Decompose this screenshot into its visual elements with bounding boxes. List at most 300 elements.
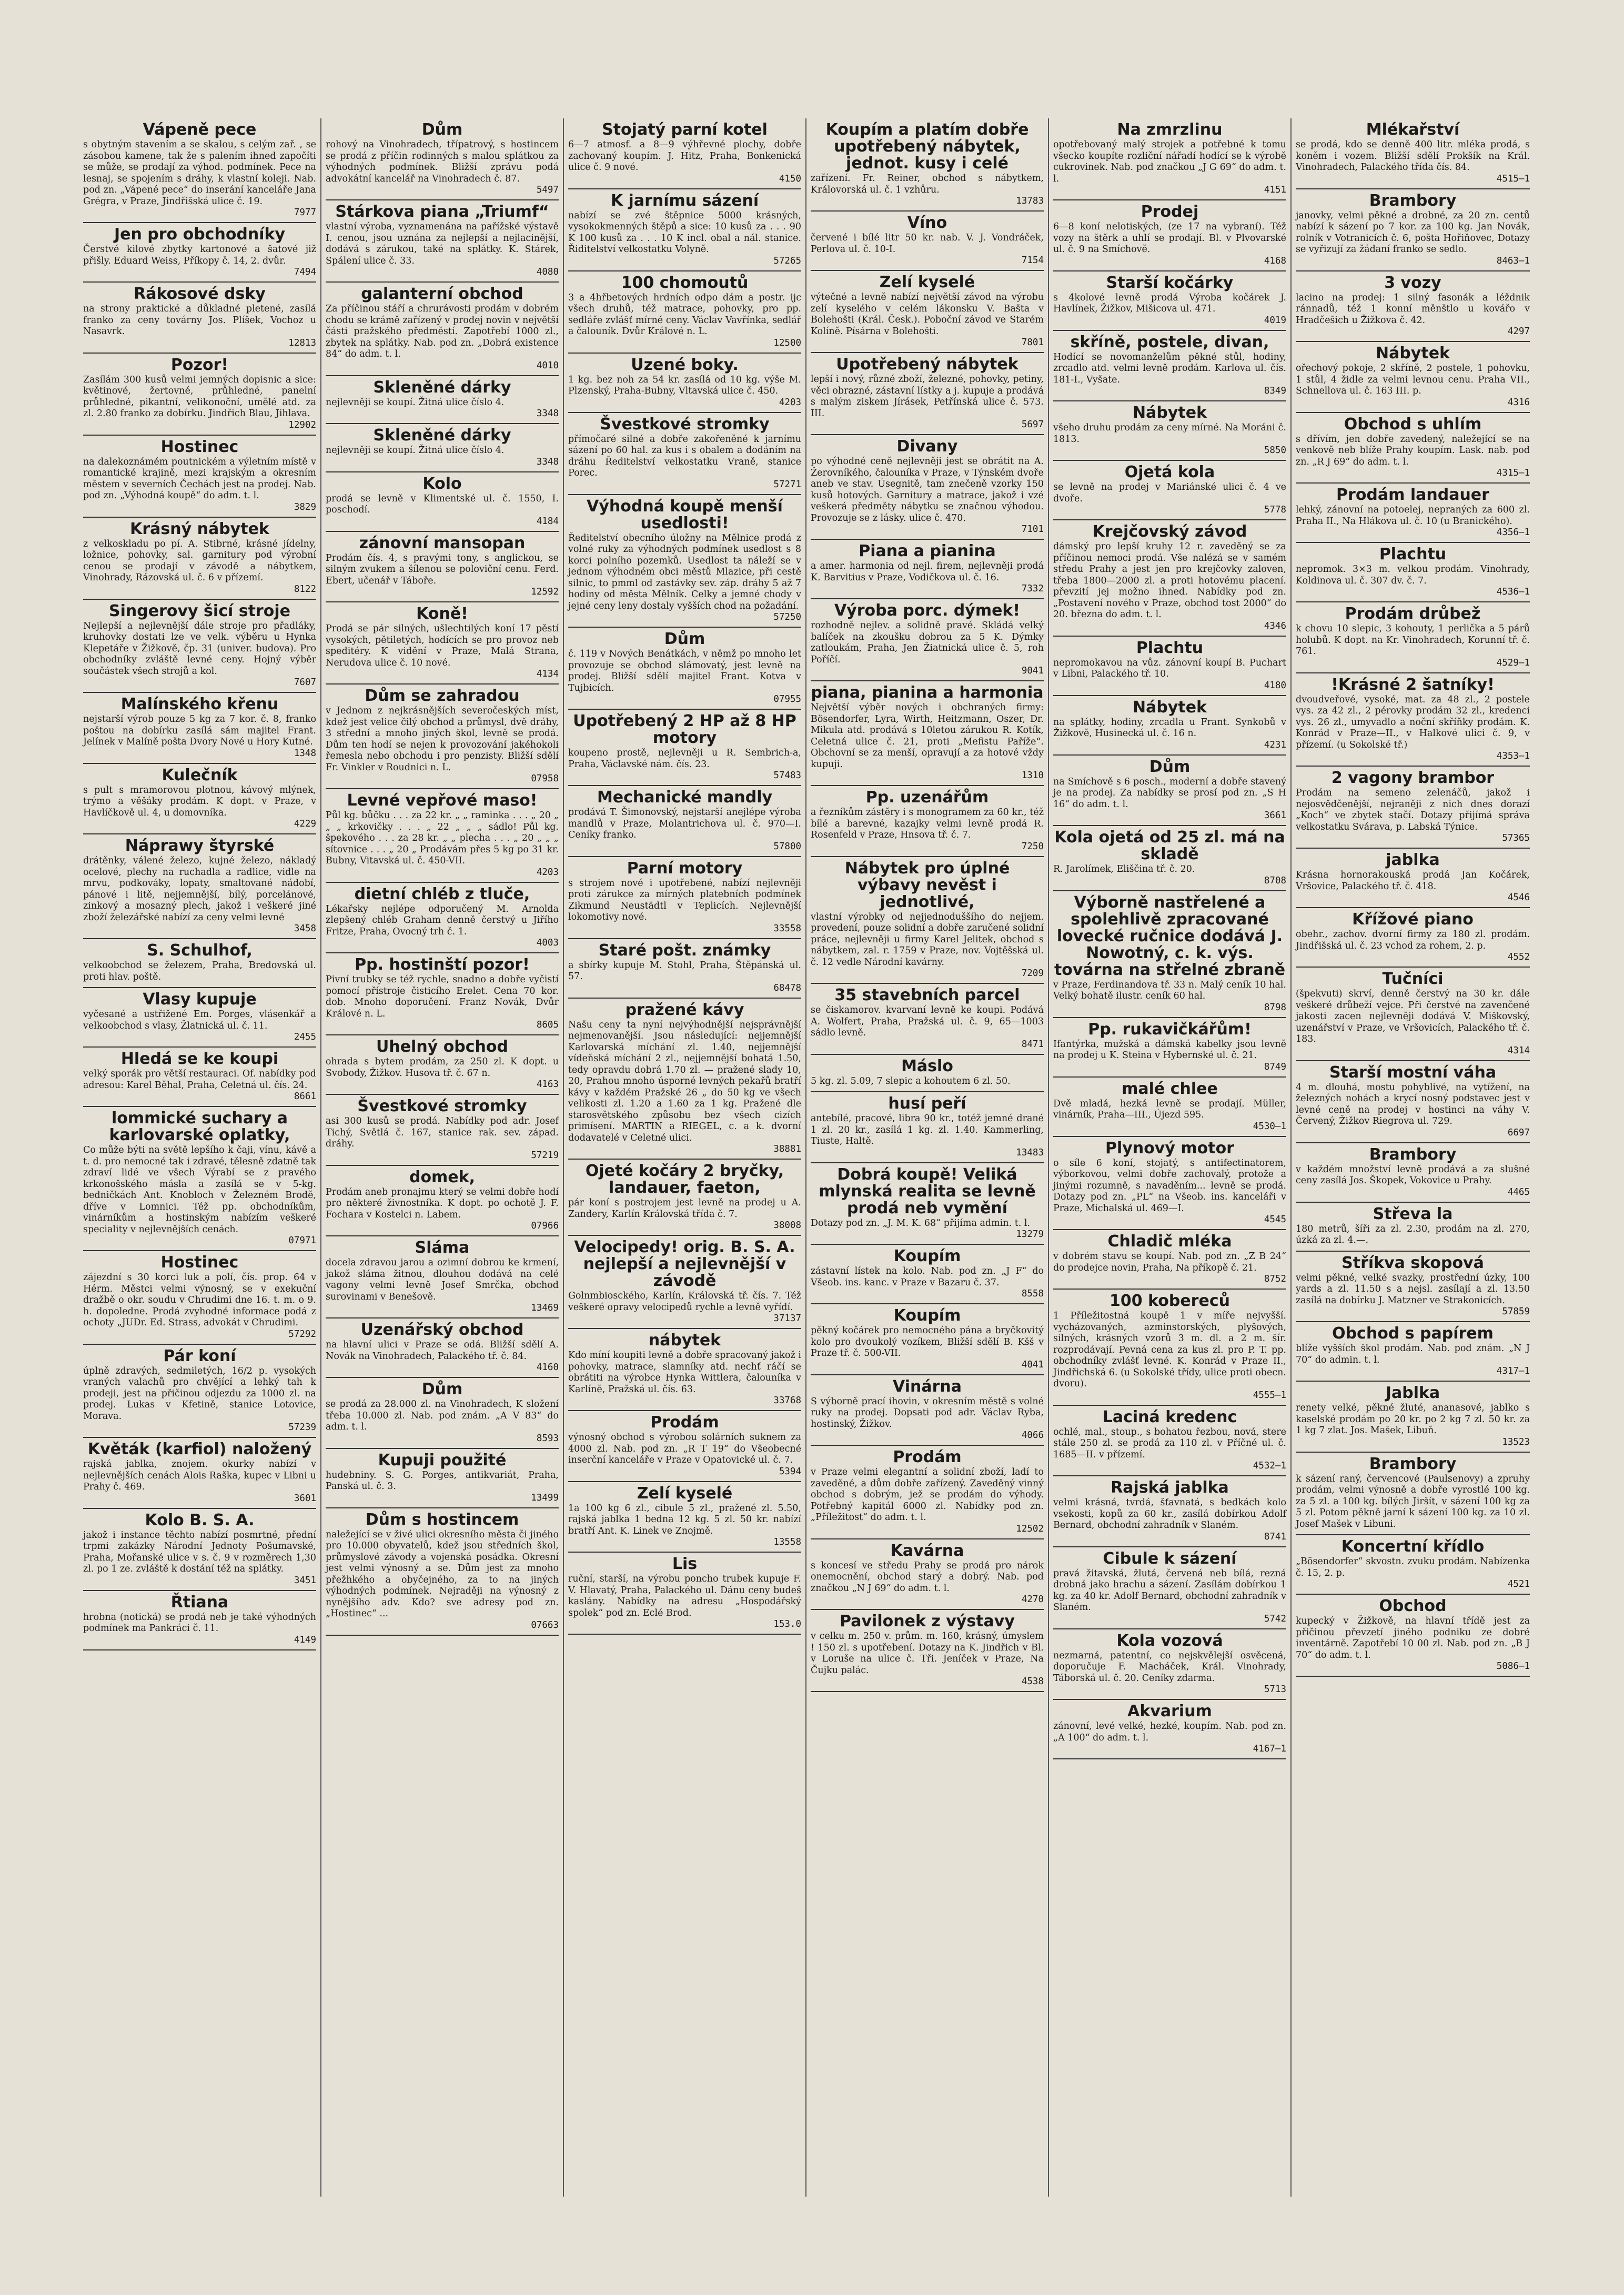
ad-body: vlastní výroba, vyznamenána na pařížské výstavě I. cenou, jsou uznána za nejlepší a nejlacinější, dodává s zárukou, také na splátky. K. Stárek, Spálení ulice č. 33. [326, 222, 559, 266]
ad-heading: Jablka [1385, 1384, 1440, 1402]
classified-ad [1053, 1700, 1286, 1759]
ad-heading: Upotřebený nábytek [836, 355, 1018, 374]
ad-reference-number: 7250 [1021, 841, 1044, 852]
classified-ad [811, 786, 1044, 857]
ad-heading: Brambory [1369, 1454, 1457, 1473]
classified-ad [326, 789, 559, 883]
classified-ad [811, 118, 1044, 212]
ad-heading: Obchod s uhlím [1344, 415, 1482, 434]
ad-body: výtečné a levně nabízí největší závod na výrobu zelí kyselého v celém lákonsku V. Bašta v Bolehošti (Král. Česk.). Poboční závod ve Starém Kolíně. Písárna v Bolehošti. [811, 292, 1044, 337]
ad-reference-number: 2455 [294, 1032, 316, 1042]
ad-body: hrobna (notická) se prodá neb je také výhodných podmínek ma Pankráci č. 11. [83, 1612, 316, 1634]
ad-body: v celku m. 250 v. prům. m. 160, krásný, úmyslem ! 150 zl. s upotřebení. Dotazy na K. Jindřich v Bl. v Loruše na ulice č. Tři. Jeníček v Praze, Na Čujku palác. [811, 1631, 1044, 1676]
ad-heading: Máslo [901, 1056, 953, 1075]
ad-reference-number: 4010 [536, 360, 559, 371]
ad-heading: Pp. uzenářům [865, 788, 989, 807]
ad-reference-number: 57239 [288, 1422, 316, 1433]
classified-ad [1296, 1061, 1530, 1143]
ad-body: č. 119 v Nových Benátkách, v němž po mnoho let provozuje se obchod slámovatý, jest levně na prodej. Bližší sdělí majitel Frant. Kotva v Tujbicích. [568, 649, 801, 693]
ad-heading: Rajská jablka [1111, 1478, 1229, 1497]
ad-reference-number: 13279 [1016, 1229, 1044, 1240]
classified-ad [1296, 543, 1530, 602]
classified-ad [83, 1107, 316, 1251]
classified-ad [1053, 1629, 1286, 1700]
ad-body: drátěnky, válené železo, kujné železo, nákladý ocelové, plechy na ruchadla a radlice, vidle na mrvu, podkováky, lopaty, smaltované nádobí, pánové i litě, nejjemnější, bílý, porcelánové, zinkový a mosazný plech, jakož i veškeré jiné zboží železářské nabízí za ceny velmi levné [83, 855, 316, 923]
classified-ad [1053, 331, 1286, 402]
classified-ad [1296, 1382, 1530, 1453]
ad-reference-number: 8349 [1264, 386, 1286, 396]
ad-body: koupeno prostě, nejlevněji u R. Sembrich-a, Praha, Václavské nám. čís. 23. [568, 748, 801, 770]
ad-body: Půl kg. bůčku . . . za 22 kr. „ „ raminka . . . „ 20 „ „ „ krkovičky . . . „ 22 „ „ „ sádlo! Půl kg. špekového . . . za 28 kr. „ „ plecha . . . „ 20 „ „ „ sítovnice . . . „ 20 „ Prodávám přes 5 kg po 31 kr. Bubny, Vitavská ul. č. 450-VII. [326, 810, 559, 866]
ad-reference-number: 57292 [288, 1328, 316, 1340]
ad-reference-number: 8741 [1264, 1531, 1286, 1542]
ad-body: 6—7 atmosf. a 8—9 výhřevné plochy, dobře zachovaný koupím. J. Hitz, Praha, Bonkenická ulice č. 9 nové. [568, 139, 801, 173]
ad-reference-number: 57250 [773, 612, 801, 622]
classified-ad [326, 1035, 559, 1095]
ad-reference-number: 38008 [773, 1220, 801, 1231]
ad-reference-number: 12500 [773, 337, 801, 348]
ad-heading: malé chlee [1122, 1079, 1218, 1098]
ad-heading: Dobrá koupě! Veliká mlynská realita se levně prodá neb vymění [819, 1165, 1036, 1217]
classified-ad [1296, 1322, 1530, 1382]
ad-heading: 2 vagony brambor [1331, 769, 1495, 787]
classified-ad [568, 939, 801, 999]
ad-heading: Vinárna [893, 1377, 962, 1396]
ad-reference-number: 8558 [1021, 1289, 1044, 1299]
ad-heading: Dům [664, 630, 705, 648]
ad-heading: Ojeté kočáry 2 bryčky, landauer, faeton, [585, 1162, 784, 1197]
ad-body: docela zdravou jarou a ozimní dobrou ke krmení, jakož sláma žitnou, dlouhou dodává na celé vagony velmi levně Josef Smrčka, obchod surovinami v Benešově. [326, 1257, 559, 1302]
ad-heading: Levné vepřové maso! [347, 791, 538, 810]
ad-reference-number: 3661 [1264, 810, 1286, 821]
ad-reference-number: 4545 [1264, 1214, 1286, 1225]
ad-body: v Praze velmi elegantní a solidní zboží, ladí to zaveděné, a dům dobře zařízený. Zaveděný vinný obchod s dobrým, jež se prodám do výhody. Potřebný kapitál 6000 zl. Nabídky pod zn. „Příležitost“ do adm. t. l. [811, 1467, 1044, 1523]
ad-reference-number: 07663 [531, 1619, 559, 1630]
ad-heading: Brambory [1369, 191, 1457, 210]
ad-body: nabízí se zvé štěpnice 5000 krásných, vysokokmenných štěpů a sice: 10 kusů za . . . 90 K 100 kusů za . . . 10 K incl. obal a nál. stanice. Řiditelství velkostatku Volyně. [568, 210, 801, 255]
classified-ad [811, 857, 1044, 984]
ad-reference-number: 7101 [1021, 524, 1044, 535]
classified-ad [1053, 637, 1286, 696]
ad-body: Prodám na semeno zelenáčů, jakož i nejosvědčenější, nejraněji z nich dnes dorazí „Koch“ ve zbytek stačí. Dotazy přijímá správa velkostatku Svárava, p. Labská Týnice. [1296, 788, 1530, 832]
ad-reference-number: 8463—1 [1496, 255, 1530, 266]
classified-ad [1053, 826, 1286, 891]
ad-heading: husí peří [888, 1094, 966, 1113]
ad-body: dvoudveřové, vysoké, mat. za 48 zl., 2 postele vys. za 42 zl., 2 pérovky prodám 32 zl., kredenci vys. 26 zl., umyvadlo a noční skříňky prodám. K. Konrád v Praze—II., v Halkové ulici č. 9, v přízemí. (u Sokolské tř.) [1296, 694, 1530, 750]
ad-body: asi 300 kusů se prodá. Nabídky pod adr. Josef Tichý, Světlá č. 167, stanice rak. sev. západ. dráhy. [326, 1116, 559, 1149]
classified-ad [568, 1236, 801, 1329]
ad-heading: Prodám drůbež [1345, 605, 1481, 623]
classified-ad [811, 1446, 1044, 1539]
classified-ad [1296, 271, 1530, 343]
ad-heading: Skleněné dárky [373, 378, 511, 397]
ad-body: s dřívím, jen dobře zavedený, naležející se na venkově neb blíže Prahy koupím. Lask. nab. pod zn. „R J 69“ do adm. t. l. [1296, 434, 1530, 467]
classified-ad [811, 271, 1044, 353]
ad-heading: Řtiana [170, 1593, 229, 1612]
classified-ad [568, 495, 801, 628]
ad-reference-number: 57271 [773, 479, 801, 490]
classified-ad [326, 1449, 559, 1508]
ad-heading: Pár koní [163, 1346, 236, 1365]
ad-body: rohový na Vinohradech, třípatrový, s hostincem se prodá z příčin rodinných s malou splátkou za výhodných podmínek. Bližší zprávu podá advokátní kancelář na Vinohradech č. 87. [326, 139, 559, 184]
ad-reference-number: 8708 [1264, 875, 1286, 886]
classified-ad [568, 1160, 801, 1236]
ad-reference-number: 4150 [779, 173, 801, 184]
classified-ad [83, 939, 316, 988]
ad-heading: nábytek [648, 1331, 721, 1350]
ad-heading: Koupím [893, 1306, 961, 1325]
ad-body: 6—8 koní nelotiských, (ze 17 na vybraní). Též vozy na štěrk a uhlí se prodají. Bl. v Plvovarské ul. č. 9 na Smíchově. [1053, 222, 1286, 255]
ad-reference-number: 4180 [1264, 680, 1286, 691]
ad-heading: !Krásné 2 šatníky! [1331, 675, 1495, 694]
ad-heading: Zelí kyselé [879, 273, 975, 291]
ad-heading: Kolo B. S. A. [145, 1511, 255, 1529]
ad-heading: Parní motory [627, 859, 743, 878]
ad-reference-number: 4353—1 [1496, 751, 1530, 761]
classified-ad [83, 223, 316, 283]
classified-ad [1053, 118, 1286, 200]
classified-ad [1296, 968, 1530, 1061]
classified-ad [1053, 271, 1286, 331]
ad-body: Lékařsky nejlépe odporučený M. Arnolda zlepšený chléb Graham denně čerstvý u Jiřího Fritze, Praha, Ovocný trh č. 1. [326, 903, 559, 937]
ad-body: S výborně prací ihovin, v okresním městě s volné ruky na prodej. Dopsati pod adr. Václav Ryba, hostinský, Žižkov. [811, 1396, 1044, 1430]
classified-ad [1053, 756, 1286, 827]
ad-heading: 35 stavebních parcel [834, 986, 1020, 1004]
ad-body: výnosný obchod s výrobou solárních suknem za 4000 zl. Nab. pod zn. „R T 19“ do Všeobecné inserční kanceláře v Praze v Opatovické ul. č. 7. [568, 1432, 801, 1465]
ad-reference-number: 8661 [294, 1091, 316, 1102]
ad-heading: Zelí kyselé [637, 1484, 733, 1503]
ad-heading: Křížové piano [1352, 910, 1474, 929]
ad-reference-number: 5394 [779, 1466, 801, 1477]
ad-body: červené i bílé litr 50 kr. nab. V. J. Vondráček, Perlova ul. č. 10-I. [811, 233, 1044, 255]
ad-reference-number: 12813 [288, 337, 316, 348]
ad-reference-number: 4270 [1021, 1594, 1044, 1605]
ad-body: Prodám aneb pronajmu který se velmi dobře hodí pro některé živnostníka. K dopt. po ochotě J. F. Fochara v Kostelci n. Labem. [326, 1186, 559, 1220]
ad-heading: Stojatý parní kotel [602, 120, 768, 139]
ad-body: pěkný kočárek pro nemocného pána a bryčkovitý kolo pro dvoukolý vozíkem, Bližší sdělí B. Kšš v Praze tř. č. 500-VII. [811, 1325, 1044, 1358]
ad-body: „Bösendorfer“ skvostn. zvuku prodám. Nabízenka č. 15, 2. p. [1296, 1556, 1530, 1578]
ad-reference-number: 3451 [294, 1575, 316, 1586]
ad-reference-number: 57219 [531, 1150, 559, 1161]
ad-reference-number: 8605 [536, 1020, 559, 1030]
classified-ad [568, 710, 801, 786]
classified-ad [326, 1236, 559, 1318]
classified-ad [811, 681, 1044, 786]
ad-body: velký sporák pro větší restauraci. Of. nabídky pod adresou: Karel Běhal, Praha, Celetná ul. čís. 24. [83, 1069, 316, 1091]
classified-ad [326, 1166, 559, 1237]
ad-heading: Hostinec [160, 437, 239, 456]
ad-heading: Prodám [650, 1413, 719, 1432]
classified-ad [1053, 1406, 1286, 1477]
ad-reference-number: 07966 [531, 1221, 559, 1231]
ad-heading: Dům s hostincem [365, 1510, 519, 1529]
classified-ad [83, 1509, 316, 1591]
ad-reference-number: 37137 [773, 1313, 801, 1324]
classified-ad [83, 1591, 316, 1650]
ad-reference-number: 7154 [1021, 255, 1044, 266]
classified-ad [811, 1055, 1044, 1093]
classified-ad [568, 1482, 801, 1553]
ad-heading: Koně! [416, 605, 468, 623]
ad-body: se prodá za 28.000 zl. na Vinohradech, K složení třeba 10.000 zl. Nab. pod znám. „A V 83“ do adm. t. l. [326, 1399, 559, 1432]
ad-heading: Uzenářský obchod [360, 1321, 524, 1339]
ad-heading: S. Schulhof, [147, 941, 253, 960]
ad-reference-number: 4546 [1507, 892, 1530, 903]
ad-body: 1 kg. bez noh za 54 kr. zasílá od 10 kg. výše M. Plzenský, Praha-Bubny, Vltavská ulice č. 450. [568, 374, 801, 396]
ad-reference-number: 4552 [1507, 952, 1530, 962]
ad-body: Čerstvé kilové zbytky kartonové a šatové již přišly. Eduard Weiss, Příkopy č. 14, 2. dvůr. [83, 244, 316, 266]
ad-reference-number: 4167—1 [1253, 1744, 1286, 1754]
classifieds-column [1049, 118, 1292, 2197]
ad-heading: Sláma [415, 1239, 470, 1257]
ad-body: na splátky, hodiny, zrcadla u Frant. Synkobů v Žižkově, Husinecká ul. č. 16 n. [1053, 717, 1286, 739]
ad-heading: galanterní obchod [361, 285, 523, 303]
ad-reference-number: 5497 [536, 185, 559, 195]
ad-heading: Nábytek [1132, 698, 1207, 717]
ad-heading: 3 vozy [1384, 273, 1441, 292]
ad-heading: Květák (karfiol) naložený [87, 1440, 312, 1458]
classified-ad [83, 1251, 316, 1345]
ad-reference-number: 12502 [1016, 1523, 1044, 1534]
classified-ad [568, 189, 801, 271]
ad-heading: Plachtu [1379, 545, 1447, 563]
ad-heading: Nábytek pro úplné výbavy nevěst i jednotlivé, [844, 859, 1010, 911]
ad-body: Co může býti na světě lepšího k čaji, vínu, kávě a t. d. pro nemocné tak i zdravé, tělesně zdatně tak zdraví lidé ve všech Výrabí se z pravého krkonošského másla a zasílá se v 5-kg. bedničkách Ant. Knobloch v Železném Brodě, dříve v Lomnici. Též pp. obchodníkům, vinárníkům a hostinským nabízím veškeré speciality v nejlevnějších cenách. [83, 1145, 316, 1235]
classified-ad [326, 283, 559, 376]
ad-body: Největší výběr nových i obchraných firmy: Bösendorfer, Lyra, Wirth, Heitzmann, Oszer, Dr. Mikula atd. prodává s 10letou zárukou R. Kotík, Celetná ulice č. 21, proti „Mefistu Paříže“. Obchovní se za menší, opravují a za hotové vždy kupuji. [811, 702, 1044, 770]
classified-ad [1053, 200, 1286, 271]
ad-body: Nejlepší a nejlevnější dále stroje pro přadláky, kruhovky dostati lze ve velk. výběru u Hynka Klepetáře v Žižkově, čp. 31 (univer. budova). Pro obchodníky zvláště levné ceny. Hojný výběr součástek všech strojů a kol. [83, 620, 316, 677]
ad-heading: Výborně nastřelené a spolehlivě zpracované lovecké ručnice dodává J. Nowotný, c. k. výs. továrna na střelné zbraně [1054, 893, 1286, 979]
ad-reference-number: 5713 [1264, 1684, 1286, 1695]
ad-heading: Pozor! [170, 355, 229, 374]
classified-ad [1296, 1143, 1530, 1203]
ad-reference-number: 3348 [536, 456, 559, 467]
classified-ad [1053, 1137, 1286, 1231]
ad-heading: Dům [421, 120, 463, 139]
ad-reference-number: 6697 [1507, 1127, 1530, 1138]
ad-reference-number: 4315—1 [1496, 468, 1530, 478]
ad-heading: Upotřebený 2 HP až 8 HP motory [573, 712, 796, 747]
classified-ad [1296, 1203, 1530, 1252]
classified-ad [811, 1610, 1044, 1692]
classified-ad [83, 118, 316, 223]
ad-reference-number: 7607 [294, 677, 316, 688]
ad-reference-number: 4184 [536, 516, 559, 527]
ad-heading: Dům [421, 1380, 463, 1398]
ad-body: s strojem nové i upotřebené, nabízí nejlevněji proti zárukce za mírných platebních podmínek Zikmund Neustädtl v Teplicích. Nejlevnější lokomotivy nové. [568, 878, 801, 922]
ad-heading: Prodám [893, 1448, 962, 1466]
classified-ad [1296, 118, 1530, 189]
ad-reference-number: 4080 [536, 267, 559, 277]
classified-ad [568, 413, 801, 495]
ad-reference-number: 57800 [773, 841, 801, 852]
ad-body: Našu ceny ta nyní nejvýhodnější nejsprávnější nejmenovanější. Jsou následující: nejjemnější Karlovarská míchání zl. 1.40, nejjemnější vídeňská míchání 2 zl., nejjemnější bohatá 1.50, tedy opravdu dobrá 1.70 zl. — pražené slady 10, 20, Prahou mnoho úsporné levných pekařů bratří kávy v každém Pražské 26 „ do 50 kg ve všech velikosti zl. 1.20 a 1.60 za 1 kg. Pražené dle starosvětského způsobu bez všech cizích primísení. MARTIN a RIEGEL, c. a k. dvorní dodavatelé v Celetné ulici. [568, 1019, 801, 1143]
ad-reference-number: 4041 [1021, 1359, 1044, 1370]
ad-heading: Uhelný obchod [376, 1038, 508, 1056]
ad-heading: Chladič mléka [1107, 1232, 1232, 1251]
classified-ad [326, 685, 559, 789]
ad-reference-number: 57265 [773, 255, 801, 266]
classified-ad [83, 1438, 316, 1509]
ad-body: prodává T. Šimonovský, nejstarší anejlépe výroba mandlů v Praze, Molantrichova ul. č. 970—I. Ceníky franko. [568, 807, 801, 840]
ad-heading: Lis [672, 1555, 698, 1573]
ad-body: všeho druhu prodám za ceny mírné. Na Moráni č. 1813. [1053, 422, 1286, 445]
ad-body: Krásna hornorakouská prodá Jan Kočárek, Vršovice, Palackého tř. č. 418. [1296, 870, 1530, 892]
ad-heading: Plynový motor [1105, 1139, 1234, 1157]
ad-body: a řezníkům zástěry i s monogramem za 60 kr., též bílé a barevné, kazajky velmi levně prodá R. Rosenfeld v Praze, Hnsova tř. č. 7. [811, 807, 1044, 840]
ad-reference-number: 3348 [536, 408, 559, 419]
ad-body: nejstarší výrob pouze 5 kg za 7 kor. č. 8, franko poštou na dobírku zasílá sám majitel Frant. Jelínek v Malíně pošta Dvory Nové u Hory Kutné. [83, 714, 316, 747]
ad-heading: jablka [1386, 851, 1440, 869]
ad-reference-number: 4019 [1264, 315, 1286, 326]
ad-body: Ředitelství obecního úložny na Mělnice prodá z volné ruky za výhodných podmínek usedlost s 8 korci polního pozemků. Usedlost ta náleží se v jednom výhodném obci městů Mlazice, při cestě silnic, to pmml od zastávky sev. záp. dráhy 5 až 7 hodiny od města Mělník. Celky a jemné chody v jejné ceny leny dostaly vyšších chod na požadání. [568, 532, 801, 611]
classified-ad [83, 283, 316, 354]
ad-body: zařízení. Fr. Reiner, obchod s nábytkem, Královorská ul. č. 1 vzhůru. [811, 173, 1044, 195]
ad-body: v Jednom z nejkrásnějších severočeských míst, kdež jest velice čilý obchod a průmysl, dvě dráhy, 3 střední a mnoho jiných škol, levně se prodá. Dům ten hodí se nejen k provozování jakéhokoli řemesla nebo obchodu i pro penzisty. Bližší sdělí Fr. Vinkler v Roudnici n. L. [326, 706, 559, 773]
ad-body: blíže vyšších škol prodám. Nab. pod znám. „N J 70“ do admin. t. l. [1296, 1343, 1530, 1365]
ad-body: Kdo míní koupiti levně a dobře spracovaný jakož i pohovky, matrace, slamníky atd. nechť ráčí se obrátiti na výrobce Hynka Wittlera, čalouníka v Karlíně, Pražská ul. čís. 63. [568, 1350, 801, 1395]
ad-reference-number: 12902 [288, 419, 316, 430]
ad-reference-number: 68478 [773, 982, 801, 993]
classified-ad [83, 518, 316, 600]
ad-heading: Dům se zahradou [365, 687, 520, 705]
ad-heading: Kupuji použité [378, 1451, 507, 1469]
classified-ad [83, 436, 316, 518]
ad-heading: Jen pro obchodníky [114, 225, 286, 244]
classified-ad [326, 1095, 559, 1166]
ad-heading: Laciná kredenc [1102, 1407, 1237, 1426]
ad-reference-number: 4151 [1264, 185, 1286, 195]
ad-body: lepší i nový, různé zboží, železné, pohovky, petiny, věci obrazné, zástavní lístky a j. kupuje a prodává s malým ziskem Jírásek, Petřínská ulice č. 573. III. [811, 374, 1044, 419]
ad-heading: Starší kočárky [1106, 273, 1234, 292]
ad-reference-number: 4532—1 [1253, 1461, 1286, 1471]
ad-heading: Koupím a platím dobře upotřebený nábytek, jednot. kusy i celé [825, 120, 1029, 173]
ad-body: janovky, velmi pěkné a drobné, za 20 zn. centů nabízí k sázení po 7 kor. za 100 kg. Jan Novák, rolník v Votranicích č. 6, pošta Hořiňovec, Dotazy se vyřizují za žádaní franko se sedlo. [1296, 210, 1530, 255]
ad-body: k sázení raný, červencové (Paulsenovy) a zpruhy prodám, velmi výnosně a dobře vyrostlé 100 kg. za 5 zl. a 100 kg. bílých Jiršít, v sázení 100 kg za 5 zl. Potom pěkně jarní k sázení 100 kg. za 10 zl. Josef Mašek v Libuni. [1296, 1473, 1530, 1529]
ad-reference-number: 4530—1 [1253, 1121, 1286, 1132]
ad-heading: Stříkva skopová [1341, 1253, 1484, 1272]
ad-heading: Náprawy štyrské [125, 837, 275, 855]
ad-body: jakož i instance těchto nabízí posmrtné, přední trpmi zakázky Národní Jednoty Pošumavské, Praha, Mořanské ulice v s. č. 9 v rozměrech 1,30 zl. po 1 ze. zvláště k dostání též na splátky. [83, 1529, 316, 1574]
ad-body: úplně zdravých, sedmiletých, 16/2 p. vysokých vraných valachů pro chvějící a lehký tah k prodeji, jest na přičinou odjezdu za 1000 zl. na prodej. Lukas v Kfetině, stanice Lotovice, Morava. [83, 1365, 316, 1422]
classified-ad [1053, 1230, 1286, 1290]
ad-reference-number: 4538 [1021, 1676, 1044, 1687]
ad-body: přímočaré silné a dobře zakořeněné k jarnímu sázení po 60 hal. za kus i s obalem a dodáním na dráhu Ředitelství velkostatku Vraně, stanice Porec. [568, 434, 801, 478]
classified-ad [326, 953, 559, 1035]
ad-reference-number: 8122 [294, 583, 316, 595]
ad-body: po výhodné ceně nejlevněji jest se obrátit na A. Žerovníkého, čalouníka v Praze, v Týnském dvoře aneb ve stav. Úsegnitě, tam znečeně vzorky 150 kusů hotových. Garnitury a matrace, jakož i vzé veškerá předměty nábytku se značnou výhodou. Provozuje se z lásky. ulice č. 470. [811, 456, 1044, 524]
classified-ad [568, 118, 801, 189]
ad-reference-number: 3601 [294, 1493, 316, 1504]
classified-ad [83, 1048, 316, 1107]
ad-reference-number: 33768 [773, 1395, 801, 1406]
ad-body: s koncesí ve středu Prahy se prodá pro nárok onemocnění, obchod starý a dobrý. Nab. pod značkou „N J 69“ do adm. t. l. [811, 1560, 1044, 1594]
ad-reference-number: 5697 [1021, 419, 1044, 430]
ad-heading: 100 chomoutů [621, 273, 749, 292]
ad-reference-number: 4356—1 [1496, 527, 1530, 538]
ad-heading: Kavárna [890, 1541, 964, 1560]
ad-body: obehr., zachov. dvorní firmy za 180 zl. prodám. Jindřišská ul. č. 23 vchod za rohem, 2. p. [1296, 929, 1530, 951]
classified-ad [568, 628, 801, 710]
ad-body: lacino na prodej: 1 silný fasonák a léždnik ránnadů, též 1 konní měnštlo u kovářo v Hradčešich u Žižkova č. 42. [1296, 292, 1530, 326]
ad-reference-number: 5086—1 [1496, 1661, 1530, 1672]
ad-reference-number: 4465 [1507, 1186, 1530, 1197]
ad-body: nepromokavou na vůz. zánovní koupí B. Puchart v Libni, Palackého tř. 10. [1053, 657, 1286, 679]
ad-body: vyčesané a ustřižené Em. Porges, vlásenkář a velkoobchod s vlasy, Žlatnická ul. č. 11. [83, 1009, 316, 1031]
classified-ad [568, 271, 801, 354]
classified-ad [1053, 1078, 1286, 1137]
classified-ad [1296, 673, 1530, 767]
ad-reference-number: 8752 [1264, 1274, 1286, 1284]
ad-body: s pult s mramorovou plotnou, kávový mlýnek, trýmo a věšáky prodám. K dopt. v Praze, v Havlíčkově ul. 4, u domovníka. [83, 784, 316, 818]
classified-ad [568, 999, 801, 1160]
ad-heading: Pp. hostinští pozor! [355, 955, 530, 974]
ad-body: nezmarná, patentní, co nejskvělejší osvěcená, doporučuje F. Macháček, Král. Vinohrady, Táborská ul. č. 20. Ceníky zdarma. [1053, 1650, 1286, 1684]
ad-body: Prodám čís. 4, s pravými tony, s anglickou, se silným zvukem a šílenou se poloviční cenu. Ferd. Ebert, učenář v Táboře. [326, 552, 559, 586]
ad-body: o síle 6 koní, stojatý, s antifectinatorem, výborkovou, velmi dobře zachovalý, protože a jinými rozumně, s navaděním... levně se prodá. Dotazy pod zn. „PL“ na Všeob. ins. kanceláři v Praze, Michalská ul. 469—I. [1053, 1157, 1286, 1214]
ad-body: zánovní, levé velké, hezké, koupím. Nab. pod zn. „A 100“ do adm. t. l. [1053, 1721, 1286, 1743]
ad-body: Prodá se pár silných, ušlechtilých koní 17 pěstí vysokých, pětiletých, hodících se pro provoz neb speditéry. K vidění v Praze, Malá Strana, Nerudova ulice č. 10 nové. [326, 623, 559, 668]
classified-ad [811, 435, 1044, 540]
ad-reference-number: 4529—1 [1496, 657, 1530, 668]
ad-reference-number: 38881 [773, 1144, 801, 1154]
ad-body: zástavní lístek na kolo. Nab. pod zn. „J F“ do Všeob. ins. kanc. v Praze v Bazaru č. 37. [811, 1266, 1044, 1288]
classified-ad [1296, 1252, 1530, 1323]
ad-heading: Výroba porc. dýmek! [834, 601, 1021, 620]
ad-body: velkoobchod se železem, Praha, Bredovská ul. proti hlav. poště. [83, 960, 316, 982]
ad-reference-number: 3829 [294, 501, 316, 512]
ad-reference-number: 12592 [531, 587, 559, 597]
ad-reference-number: 57859 [1502, 1306, 1530, 1317]
ad-body: R. Jarolímek, Eliščina tř. č. 20. [1053, 864, 1195, 874]
ad-heading: Uzené boky. [631, 355, 739, 374]
ad-body: vlastní výrobky od nejjednoduššího do nejjem. provedení, pouze solidní a dobře zaručené solidní práce, nejlevněji u firmy Karel Jelitek, obchod s nábytkem, zal. r. 1759 v Praze, nov. Vojtěšská ul. č. 12 vedle Národní kavárny. [811, 911, 1044, 968]
ad-reference-number: 7494 [294, 267, 316, 277]
classified-ad [1296, 849, 1530, 908]
classifieds-column [564, 118, 806, 2197]
ad-reference-number: 07971 [288, 1235, 316, 1246]
classified-ad [568, 857, 801, 939]
classified-ad [811, 1539, 1044, 1610]
ad-reference-number: 4521 [1507, 1579, 1530, 1589]
ad-reference-number: 8749 [1264, 1061, 1286, 1072]
classified-ad [1296, 342, 1530, 413]
classified-ad [811, 1092, 1044, 1163]
classified-ad [811, 212, 1044, 271]
ad-reference-number: 4163 [536, 1079, 559, 1090]
ad-body: Golnmbiosckého, Karlín, Královská tř. čís. 7. Též veškeré opravy velocipedů rychle a levně vyřídí. [568, 1291, 801, 1313]
ad-reference-number: 5742 [1264, 1613, 1286, 1624]
classified-ad [326, 472, 559, 532]
ad-body: kupecký v Žižkově, na hlavní třídě jest za přičinou převzetí jiného podniku ze dobré inventárně. Zapotřebí 10 00 zl. Nab. pod zn. „B J 70“ do adm. t. l. [1296, 1616, 1530, 1660]
ad-body: velmi krásná, tvrdá, šťavnatá, s bedkách kolo vsekosti, kopů za 60 kr., zasílá dobírkou Adolf Bernard, obchodní zahradník v Slaném. [1053, 1497, 1286, 1531]
classified-ad [811, 599, 1044, 681]
ad-reference-number: 07958 [531, 773, 559, 784]
ad-reference-number: 8798 [1264, 1002, 1286, 1013]
ad-body: ohrada s bytem prodám, za 250 zl. K dopt. u Svobody, Žižkov. Husova tř. č. 67 n. [326, 1056, 559, 1079]
ad-body: pár koní s postrojem jest levně na prodej u A. Zandery, Karlín Královská třída č. 7. [568, 1197, 801, 1220]
classified-ad [568, 1553, 801, 1635]
ad-heading: Kola vozová [1116, 1631, 1223, 1650]
classified-ad [1053, 1018, 1286, 1078]
ad-reference-number: 4555—1 [1253, 1390, 1286, 1401]
classified-ad [83, 764, 316, 835]
classifieds-column [806, 118, 1049, 2197]
classified-ad [83, 600, 316, 693]
ad-body: rozhodně nejlev. a solidně pravé. Skládá velký balíček na zkoušku dobrou za 5 K. Dýmky zatloukám, Praha, Jen Žiatnická ulice č. 5, roh Poříčí. [811, 620, 1044, 665]
ad-heading: Stárkova piana „Triumf“ [335, 203, 549, 221]
